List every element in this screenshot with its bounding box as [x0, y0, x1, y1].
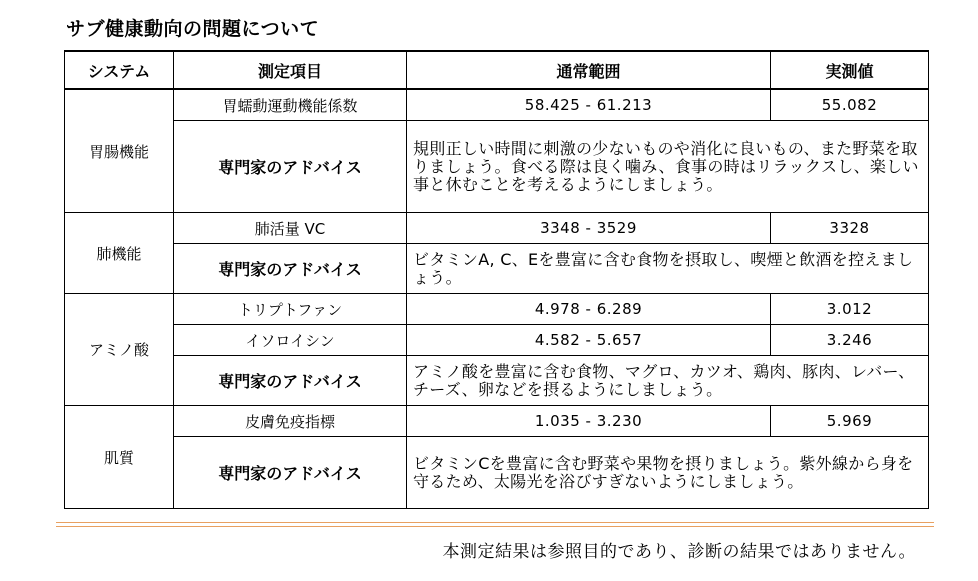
header-range: 通常範囲: [407, 51, 771, 89]
normal-range: 58.425 - 61.213: [407, 89, 771, 121]
header-value: 実測値: [771, 51, 929, 89]
normal-range: 1.035 - 3.230: [407, 406, 771, 437]
normal-range: 3348 - 3529: [407, 213, 771, 244]
item-name: 皮膚免疫指標: [174, 406, 407, 437]
advice-row: [65, 121, 929, 213]
system-cell: アミノ酸: [65, 294, 174, 406]
table-row: [65, 89, 929, 121]
health-report-table: [64, 50, 929, 509]
system-cell: 肺機能: [65, 213, 174, 294]
advice-row: [65, 356, 929, 406]
normal-range: 4.582 - 5.657: [407, 325, 771, 356]
item-name: 胃蠕動運動機能係数: [174, 89, 407, 121]
table-row: [65, 294, 929, 325]
normal-range: 4.978 - 6.289: [407, 294, 771, 325]
measured-value: 3328: [771, 213, 929, 244]
advice-text: 規則正しい時間に刺激の少ないものや消化に良いもの、また野菜を取りましょう。食べる際は良く噛み、食事の時はリラックスし、楽しい事と休むことを考えるようにしましょう。: [407, 121, 929, 213]
advice-text: アミノ酸を豊富に含む食物、マグロ、カツオ、鶏肉、豚肉、レバー、チーズ、卵などを摂るようにしましょう。: [407, 356, 929, 406]
header-item: 測定項目: [174, 51, 407, 89]
measured-value: 3.246: [771, 325, 929, 356]
disclaimer-text: 本測定結果は参照目的であり、診断の結果ではありません。: [442, 542, 916, 562]
advice-text: ビタミンCを豊富に含む野菜や果物を摂りましょう。紫外線から身を守るため、太陽光を浴びすぎないようにしましょう。: [407, 437, 929, 509]
advice-row: [65, 244, 929, 294]
advice-label: 専門家のアドバイス: [174, 356, 407, 406]
page-title: サブ健康動向の問題について: [66, 18, 320, 40]
measured-value: 3.012: [771, 294, 929, 325]
item-name: トリプトファン: [174, 294, 407, 325]
measured-value: 5.969: [771, 406, 929, 437]
advice-label: 専門家のアドバイス: [174, 121, 407, 213]
table-row: [65, 213, 929, 244]
system-cell: 胃腸機能: [65, 89, 174, 213]
header-row: [65, 51, 929, 89]
measured-value: 55.082: [771, 89, 929, 121]
table-row: [65, 325, 929, 356]
divider-line: [56, 522, 934, 527]
table-row: [65, 406, 929, 437]
system-cell: 肌質: [65, 406, 174, 509]
advice-label: 専門家のアドバイス: [174, 244, 407, 294]
advice-label: 専門家のアドバイス: [174, 437, 407, 509]
header-system: システム: [65, 51, 174, 89]
item-name: 肺活量 VC: [174, 213, 407, 244]
advice-text: ビタミンA, C、Eを豊富に含む食物を摂取し、喫煙と飲酒を控えましょう。: [407, 244, 929, 294]
item-name: イソロイシン: [174, 325, 407, 356]
advice-row: [65, 437, 929, 509]
